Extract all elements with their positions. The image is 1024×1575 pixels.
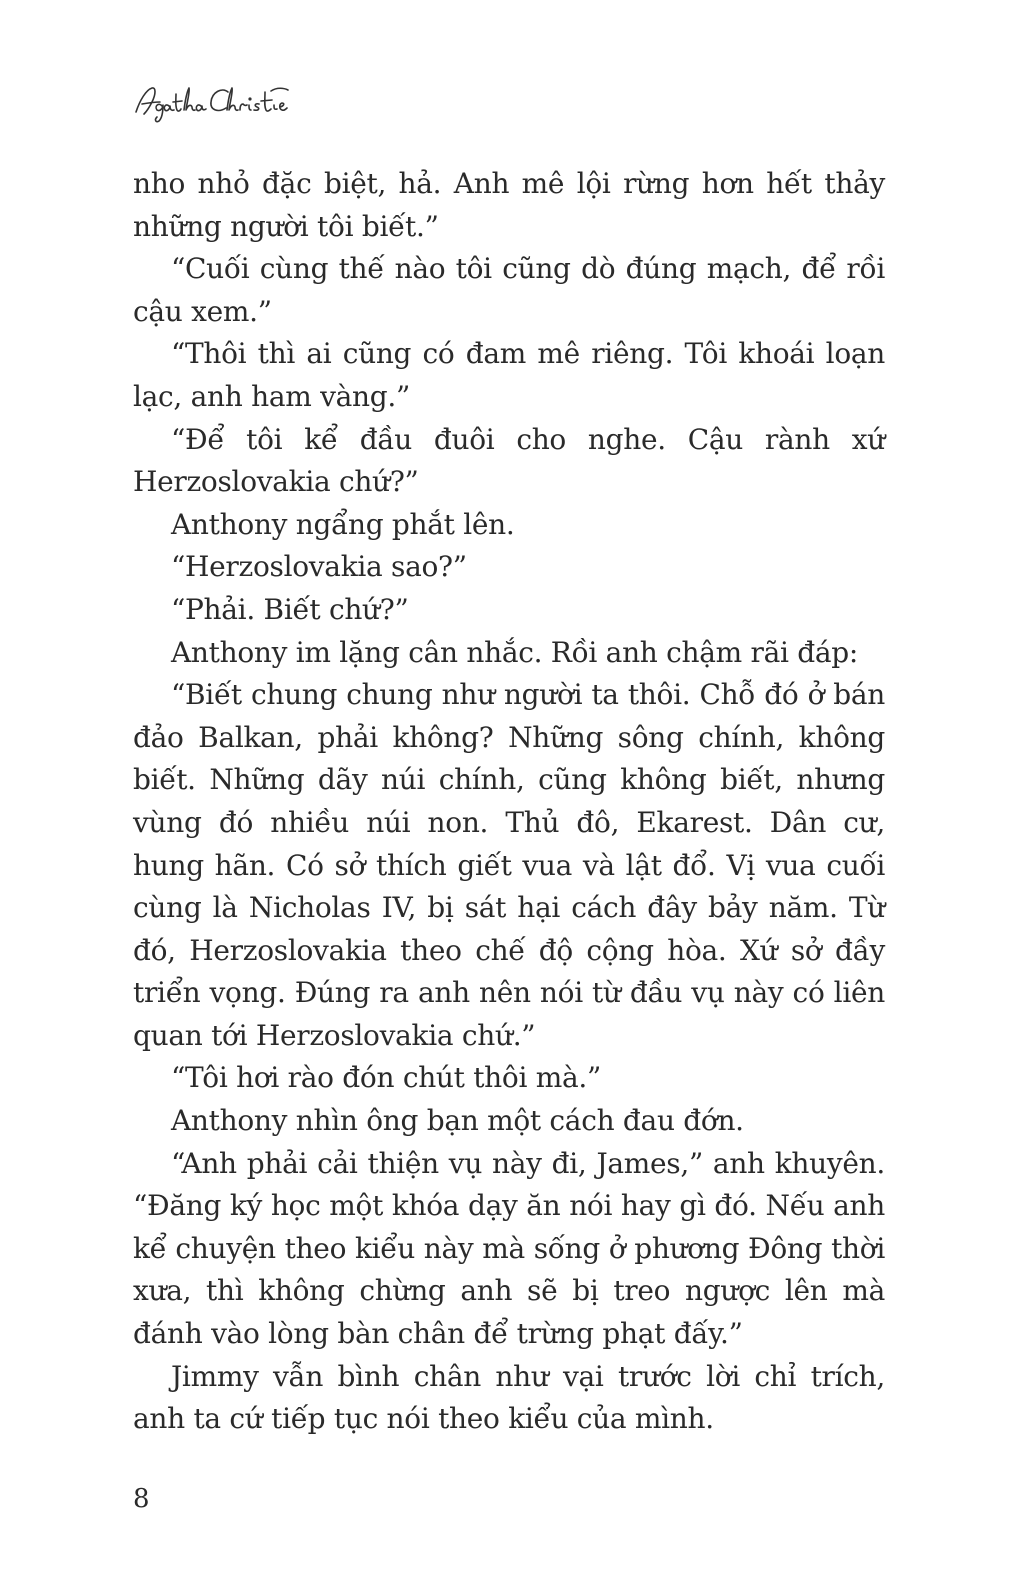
paragraph: Anthony ngẩng phắt lên. [171,507,515,541]
chapter-body-text [133,163,885,1441]
page-number: 8 [133,1484,150,1514]
paragraph: Anthony im lặng cân nhắc. Rồi anh chậm rãi đáp: [171,635,859,669]
signature-icon [132,78,312,124]
paragraph: “Anh phải cải thiện vụ này đi, James,” anh khuyên. “Đăng ký học một khóa dạy ăn nói hay gì đó. Nếu anh kể chuyện theo kiểu này mà sống ở phương Đông thời xưa, thì không chừng anh sẽ bị treo ngược lên mà đánh vào lòng bàn chân để trừng phạt đấy.” [133,1146,885,1351]
paragraph: “Thôi thì ai cũng có đam mê riêng. Tôi khoái loạn lạc, anh ham vàng.” [133,337,885,413]
paragraph: “Phải. Biết chứ?” [171,592,409,626]
paragraph: nho nhỏ đặc biệt, hả. Anh mê lội rừng hơn hết thảy những người tôi biết.” [133,167,885,243]
paragraph: “Biết chung chung như người ta thôi. Chỗ đó ở bán đảo Balkan, phải không? Những sông chính, không biết. Những dãy núi chính, cũng không biết, nhưng vùng đó nhiều núi non. Thủ đô, Ekarest. Dân cư, hung hãn. Có sở thích giết vua và lật đổ. Vị vua cuối cùng là Nicholas IV, bị sát hại cách đây bảy năm. Từ đó, Herzoslovakia theo chế độ cộng hòa. Xứ sở đầy triển vọng. Đúng ra anh nên nói từ đầu vụ này có liên quan tới Herzoslovakia chứ.” [133,678,885,1052]
paragraph: Anthony nhìn ông bạn một cách đau đớn. [171,1104,744,1138]
paragraph: “Herzoslovakia sao?” [171,550,467,584]
paragraph: Jimmy vẫn bình chân như vại trước lời chỉ trích, anh ta cứ tiếp tục nói theo kiểu của mình. [133,1359,885,1436]
paragraph: “Cuối cùng thế nào tôi cũng dò đúng mạch, để rồi cậu xem.” [133,252,885,328]
paragraph: “Để tôi kể đầu đuôi cho nghe. Cậu rành xứ Herzoslovakia chứ?” [133,422,885,499]
paragraph: “Tôi hơi rào đón chút thôi mà.” [171,1061,601,1095]
author-signature-logo [132,78,312,124]
